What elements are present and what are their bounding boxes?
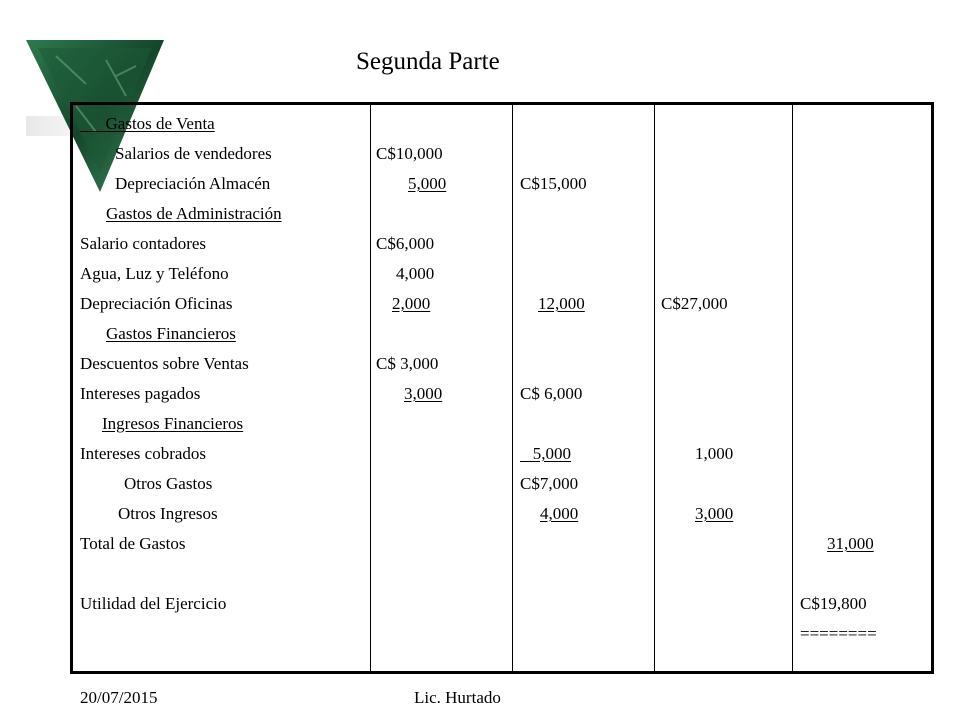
col4-value: 31,000 [827,534,874,553]
col2-value: 12,000 [538,294,585,313]
row-label: Intereses pagados [80,384,201,403]
col2-value: C$7,000 [520,474,579,493]
col3-value: 1,000 [695,444,734,463]
footer-date: 20/07/2015 [80,688,158,707]
row-label: Descuentos sobre Ventas [80,354,249,373]
row-label: Gastos Financieros [106,324,236,343]
row-label: Ingresos Financieros [102,414,244,433]
col3-value: C$27,000 [661,294,728,313]
row-label: Intereses cobrados [80,444,207,463]
row-label: Agua, Luz y Teléfono [80,264,229,283]
row-label: Salario contadores [80,234,207,253]
col1-value: C$10,000 [376,144,443,163]
col1-value: C$ 3,000 [376,354,439,373]
row-label: Gastos de Venta [80,114,215,133]
row-label: Otros Ingresos [118,504,218,523]
row-label: Utilidad del Ejercicio [80,594,227,613]
col4-value: C$19,800 [800,594,867,613]
col2-value: 5,000 [520,444,571,463]
row-label: Otros Gastos [124,474,213,493]
col1-value: 5,000 [408,174,447,193]
col1-value: 4,000 [396,264,435,283]
row-label: Salarios de vendedores [115,144,272,163]
footer-author: Lic. Hurtado [414,688,501,707]
col1-value: 3,000 [404,384,443,403]
row-label: Depreciación Oficinas [80,294,233,313]
row-label: Depreciación Almacén [115,174,271,193]
col2-value: C$ 6,000 [520,384,583,403]
slide-title: Segunda Parte [356,48,500,75]
col3-value: 3,000 [695,504,734,523]
row-label: Total de Gastos [80,534,186,553]
row-label: Gastos de Administración [106,204,282,223]
col1-value: 2,000 [392,294,431,313]
col4-value: ======== [800,624,877,643]
col2-value: C$15,000 [520,174,587,193]
col1-value: C$6,000 [376,234,435,253]
col2-value: 4,000 [540,504,579,523]
